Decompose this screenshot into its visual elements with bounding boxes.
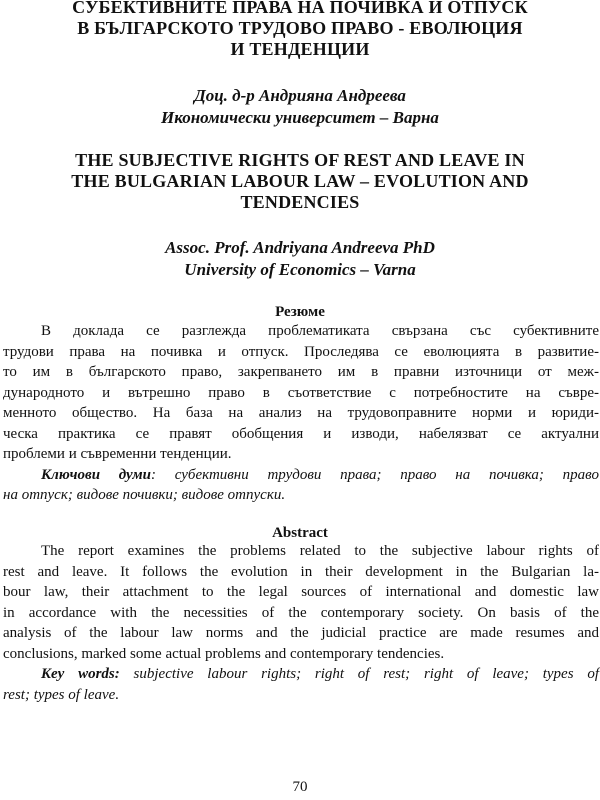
abstract-keywords-line: rest; types of leave. — [3, 686, 120, 703]
abstract-line: in accordance with the necessities of the contemporary society. On basis of the — [3, 604, 599, 621]
title-english — [30, 150, 570, 213]
title-english-line: THE SUBJECTIVE RIGHTS OF REST AND LEAVE IN — [75, 150, 525, 170]
abstract-line: analysis of the labour law norms and the judicial practice are made resumes and — [3, 625, 599, 641]
title-bulgarian-line: В БЪЛГАРСКОТО ТРУДОВО ПРАВО - ЕВОЛЮЦИЯ — [77, 18, 523, 38]
summary-line: менното общество. На база на анализ на трудовоправните норми и юриди- — [3, 405, 599, 421]
abstract-line: conclusions, marked some actual problems and contemporary tendencies. — [3, 645, 445, 662]
abstract-keywords-text: subjective labour rights; right of rest; right of leave; types of — [119, 666, 599, 682]
abstract-keywords-label: Key words: — [41, 666, 120, 682]
author-bulgarian — [30, 85, 570, 129]
summary-line: то им в българското право, закрепването им в правни източници от меж- — [3, 364, 599, 380]
abstract-body — [3, 541, 599, 705]
abstract-keywords-line — [3, 664, 599, 685]
summary-heading: Резюме — [275, 304, 325, 320]
title-bulgarian — [30, 0, 570, 60]
summary-line: ческа практика се правят обобщения и изводи, набелязват се актуални — [3, 425, 599, 442]
title-bulgarian-line: СУБЕКТИВНИТЕ ПРАВА НА ПОЧИВКА И ОТПУСК — [72, 0, 528, 17]
page-number: 70 — [292, 779, 308, 795]
summary-line: дународното и вътрешно право в съответствие с потребностите на съвре- — [3, 384, 599, 401]
abstract-heading: Abstract — [272, 525, 328, 541]
author-affiliation-bulgarian: Икономически университет – Варна — [161, 108, 439, 127]
author-name-english: Assoc. Prof. Andriyana Andreeva PhD — [165, 238, 435, 257]
summary-line: трудови права на почивка и отпуск. Проследява се еволюцията в развитие- — [3, 343, 599, 360]
author-affiliation-english: University of Economics – Varna — [184, 260, 416, 279]
summary-line: проблеми и съвременни тенденции. — [3, 446, 232, 462]
abstract-line: bour law, their attachment to the legal sources of international and domestic law — [3, 584, 599, 600]
title-english-line: THE BULGARIAN LABOUR LAW – EVOLUTION AND — [71, 171, 529, 191]
title-bulgarian-line: И ТЕНДЕНЦИИ — [230, 39, 370, 59]
title-english-line: TENDENCIES — [240, 192, 360, 212]
summary-keywords-line — [3, 465, 599, 486]
author-english — [30, 237, 570, 281]
abstract-line: The report examines the problems related to the subjective labour rights of — [41, 543, 599, 559]
summary-line: В доклада се разглежда проблематиката свързана със субективните — [41, 323, 599, 339]
summary-body — [3, 321, 599, 506]
summary-keywords-label: Ключови думи — [41, 466, 151, 483]
summary-keywords-text: : субективни трудови права; право на почивка; право — [150, 466, 599, 483]
abstract-line: rest and leave. It follows the evolution in their development in the Bulgarian la- — [3, 563, 599, 580]
summary-keywords-line: на отпуск; видове почивки; видове отпуски. — [3, 487, 286, 503]
author-name-bulgarian: Доц. д-р Андрияна Андреева — [194, 86, 406, 105]
